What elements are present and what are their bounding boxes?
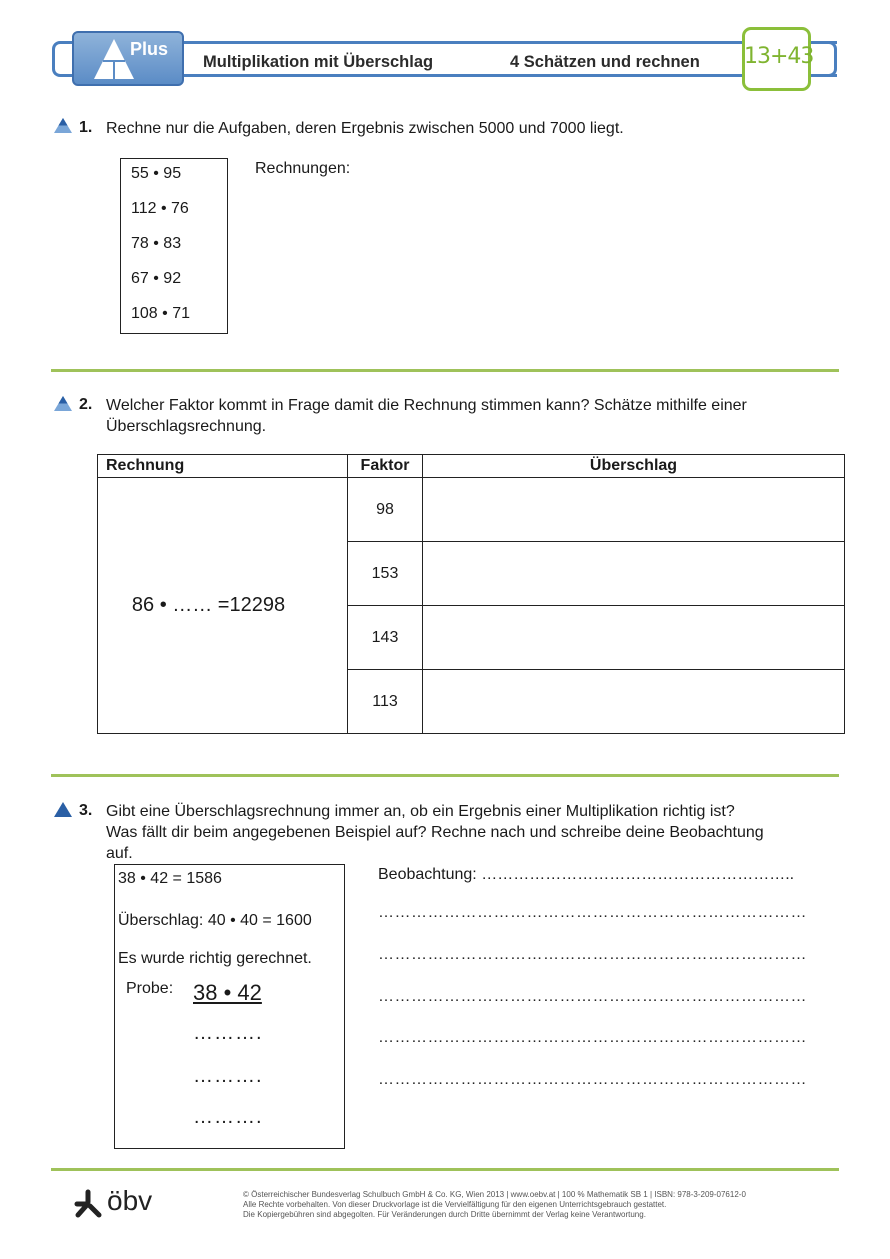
estimate-answer-cell[interactable] — [423, 670, 845, 734]
expression-5: 108 • 71 — [131, 305, 190, 322]
copyright-line-1: © Österreichischer Bundesverlag Schulbuch GmbH & Co. KG, Wien 2013 | www.oebv.at | 100 % Mathematik SB 1 | ISBN: 978-3-209-07612-0 — [243, 1190, 746, 1199]
task1-number: 1. — [79, 119, 93, 136]
page-title: Multiplikation mit Überschlag — [203, 53, 434, 71]
observation-line[interactable]: …………………………………………………………………… — [378, 1071, 807, 1088]
estimate-answer-cell[interactable] — [423, 542, 845, 606]
calculations-label: Rechnungen: — [255, 160, 351, 177]
task3-number: 3. — [79, 802, 93, 819]
probe-row[interactable]: ………. — [193, 1106, 263, 1128]
observation-line[interactable]: …………………………………………………………………… — [378, 1029, 807, 1046]
probe-label: Probe: — [126, 980, 174, 997]
task2-instruction-1: Welcher Faktor kommt in Frage damit die Rechnung stimmen kann? Schätze mithilfe einer — [106, 397, 747, 414]
factor-cell: 153 — [348, 542, 423, 606]
copyright-line-2: Alle Rechte vorbehalten. Von dieser Druckvorlage ist die Vervielfältigung für den eigenen Unterrichtsgebrauch gestattet. — [243, 1200, 667, 1209]
task2-number: 2. — [79, 396, 93, 413]
factor-cell: 98 — [348, 478, 423, 542]
probe-row[interactable]: ………. — [193, 1022, 263, 1044]
copyright — [243, 1190, 746, 1220]
expression-3: 78 • 83 — [131, 235, 182, 252]
task1-instruction: Rechne nur die Aufgaben, deren Ergebnis zwischen 5000 und 7000 liegt. — [106, 120, 624, 137]
verdict-text: Es wurde richtig gerechnet. — [118, 950, 312, 967]
header-frame-right — [818, 41, 837, 77]
publisher-logo: öbv — [107, 1185, 153, 1216]
observation-line[interactable]: …………………………………………………………………… — [378, 904, 807, 921]
observation-line[interactable]: …………………………………………………………………… — [378, 946, 807, 963]
footer-divider — [51, 1168, 839, 1171]
probe-expression: 38 • 42 — [193, 980, 262, 1005]
estimate-answer-cell[interactable] — [423, 478, 845, 542]
factor-cell: 143 — [348, 606, 423, 670]
copyright-line-3: Die Kopiergebühren sind abgegolten. Für Veränderungen durch Dritte übernimmt der Verlag keine Verantwortung. — [243, 1210, 646, 1219]
section-divider — [51, 774, 839, 777]
task3-line-2: Was fällt dir beim angegebenen Beispiel auf? Rechne nach und schreibe deine Beobachtung — [106, 824, 764, 841]
chapter-title: 4 Schätzen und rechnen — [510, 53, 700, 71]
difficulty-icon — [53, 395, 73, 412]
publisher-icon — [73, 1189, 103, 1219]
probe-row[interactable]: ………. — [193, 1065, 263, 1087]
observation-line[interactable]: …………………………………………………………………… — [378, 988, 807, 1005]
expression-4: 67 • 92 — [131, 270, 182, 287]
factor-cell: 113 — [348, 670, 423, 734]
task3-line-1: Gibt eine Überschlagsrechnung immer an, ob ein Ergebnis einer Multiplikation richtig ist? — [106, 803, 735, 820]
expression-1: 55 • 95 — [131, 165, 182, 182]
estimate-answer-cell[interactable] — [423, 606, 845, 670]
equation-cell — [98, 478, 348, 734]
difficulty-icon — [53, 801, 73, 818]
expression-2: 112 • 76 — [131, 200, 189, 217]
example-equation: 38 • 42 = 1586 — [118, 870, 222, 887]
logo-text: Plus — [130, 39, 169, 59]
task2-instruction-2: Überschlagsrechnung. — [106, 418, 267, 435]
observation-label[interactable]: Beobachtung: ………………………………………………….. — [378, 866, 795, 883]
factor-table — [97, 454, 845, 734]
badge-text: 13+43 — [744, 44, 814, 69]
task3-line-3: auf. — [106, 845, 133, 862]
section-divider — [51, 369, 839, 372]
header-estimate: Überschlag — [423, 455, 845, 478]
difficulty-icon — [53, 117, 73, 134]
header-factor: Faktor — [348, 455, 423, 478]
header-calculation: Rechnung — [98, 455, 348, 478]
estimate-text: Überschlag: 40 • 40 = 1600 — [118, 912, 312, 929]
equation: 86 • …… =12298 — [131, 594, 286, 616]
